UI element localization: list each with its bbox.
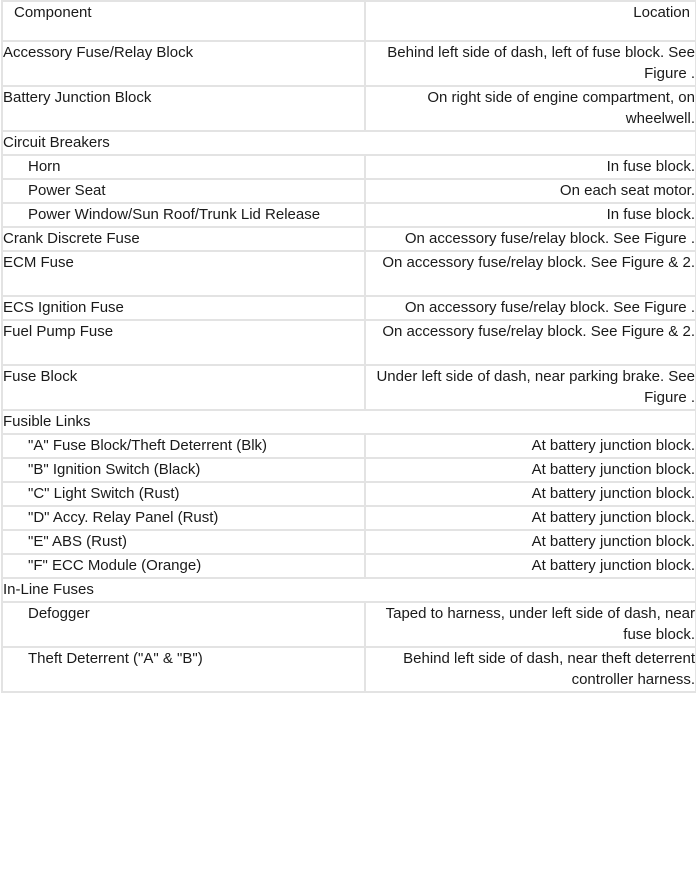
category-row (2, 410, 696, 434)
category-label: Fusible Links (2, 410, 696, 434)
table-row (2, 602, 696, 647)
category-label: In-Line Fuses (2, 578, 696, 602)
header-location: Location (365, 1, 696, 41)
component-cell: Crank Discrete Fuse (2, 227, 365, 251)
location-cell: Behind left side of dash, left of fuse block. See Figure . (365, 41, 696, 86)
component-cell: Theft Deterrent ("A" & "B") (2, 647, 365, 692)
component-location-table (1, 0, 696, 693)
location-cell: At battery junction block. (365, 554, 696, 578)
table-row (2, 434, 696, 458)
location-cell: On accessory fuse/relay block. See Figure . (365, 227, 696, 251)
table-row (2, 506, 696, 530)
category-row (2, 131, 696, 155)
location-cell: On accessory fuse/relay block. See Figure . (365, 296, 696, 320)
component-cell: "A" Fuse Block/Theft Deterrent (Blk) (2, 434, 365, 458)
location-cell: At battery junction block. (365, 458, 696, 482)
table-row (2, 179, 696, 203)
location-cell: At battery junction block. (365, 434, 696, 458)
component-cell: "E" ABS (Rust) (2, 530, 365, 554)
location-cell: On accessory fuse/relay block. See Figure & 2. (365, 251, 696, 296)
table-row (2, 458, 696, 482)
location-cell: On each seat motor. (365, 179, 696, 203)
component-cell: Battery Junction Block (2, 86, 365, 131)
category-label: Circuit Breakers (2, 131, 696, 155)
location-cell: At battery junction block. (365, 506, 696, 530)
component-cell: "B" Ignition Switch (Black) (2, 458, 365, 482)
component-cell: "C" Light Switch (Rust) (2, 482, 365, 506)
component-cell: "D" Accy. Relay Panel (Rust) (2, 506, 365, 530)
header-component: Component (2, 1, 365, 41)
table-row (2, 251, 696, 296)
component-cell: Fuse Block (2, 365, 365, 410)
component-cell: Defogger (2, 602, 365, 647)
component-cell: ECS Ignition Fuse (2, 296, 365, 320)
table-row (2, 482, 696, 506)
table-row (2, 530, 696, 554)
location-cell: Taped to harness, under left side of dash, near fuse block. (365, 602, 696, 647)
location-cell: On accessory fuse/relay block. See Figure & 2. (365, 320, 696, 365)
component-cell: Power Window/Sun Roof/Trunk Lid Release (2, 203, 365, 227)
component-cell: Power Seat (2, 179, 365, 203)
table-row (2, 203, 696, 227)
table-header-row (2, 1, 696, 41)
table-row (2, 296, 696, 320)
table-row (2, 227, 696, 251)
table-row (2, 365, 696, 410)
table-body (2, 41, 696, 692)
table-row (2, 86, 696, 131)
location-cell: On right side of engine compartment, on wheelwell. (365, 86, 696, 131)
component-cell: "F" ECC Module (Orange) (2, 554, 365, 578)
table-row (2, 647, 696, 692)
component-cell: ECM Fuse (2, 251, 365, 296)
category-row (2, 578, 696, 602)
table-row (2, 320, 696, 365)
location-cell: Under left side of dash, near parking brake. See Figure . (365, 365, 696, 410)
location-cell: In fuse block. (365, 155, 696, 179)
table-row (2, 155, 696, 179)
component-cell: Horn (2, 155, 365, 179)
component-cell: Accessory Fuse/Relay Block (2, 41, 365, 86)
table-row (2, 41, 696, 86)
location-cell: In fuse block. (365, 203, 696, 227)
location-cell: At battery junction block. (365, 482, 696, 506)
component-cell: Fuel Pump Fuse (2, 320, 365, 365)
table-row (2, 554, 696, 578)
location-cell: At battery junction block. (365, 530, 696, 554)
location-cell: Behind left side of dash, near theft deterrent controller harness. (365, 647, 696, 692)
